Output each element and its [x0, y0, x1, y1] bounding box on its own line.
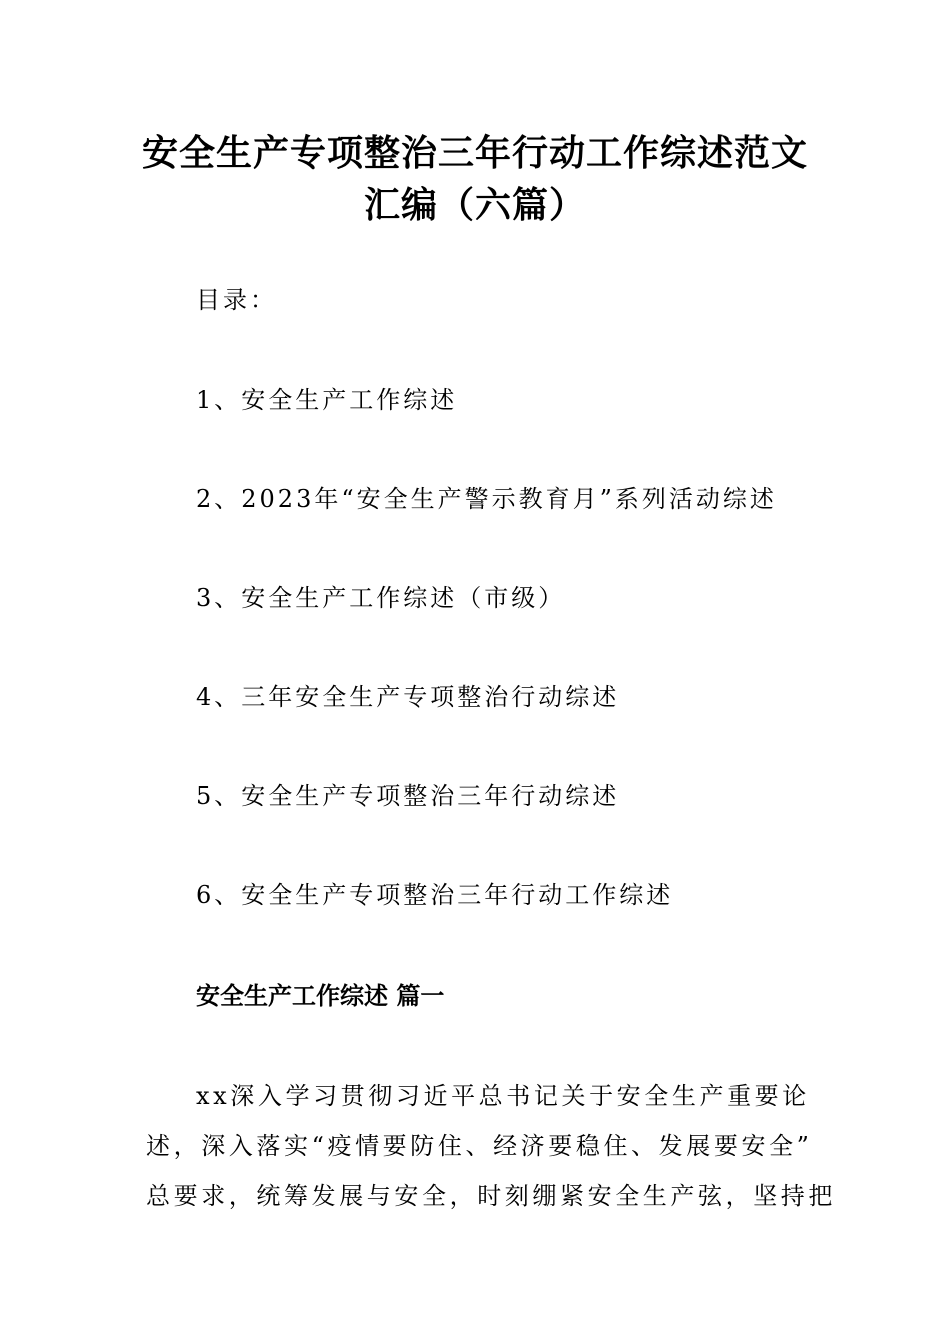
body-text-line: 总要求，统筹发展与安全，时刻绷紧安全生产弦，坚持把: [146, 1182, 836, 1210]
toc-item: 1、安全生产工作综述: [196, 386, 458, 414]
toc-item: 2、2023年“安全生产警示教育月”系列活动综述: [196, 485, 777, 513]
document-title-line-1: 安全生产专项整治三年行动工作综述范文: [141, 133, 808, 174]
toc-item: 4、三年安全生产专项整治行动综述: [196, 683, 620, 711]
body-text-line: xx深入学习贯彻习近平总书记关于安全生产重要论: [196, 1082, 810, 1110]
document-title-line-2: 汇编（六篇）: [363, 185, 586, 226]
body-text-line: 述，深入落实“疫情要防住、经济要稳住、发展要安全”: [146, 1132, 813, 1160]
section-heading: 安全生产工作综述 篇一: [196, 982, 445, 1010]
toc-item: 5、安全生产专项整治三年行动综述: [196, 782, 620, 810]
toc-label: 目录：: [196, 286, 277, 314]
toc-item: 6、安全生产专项整治三年行动工作综述: [196, 881, 674, 909]
toc-item: 3、安全生产工作综述（市级）: [196, 584, 566, 612]
